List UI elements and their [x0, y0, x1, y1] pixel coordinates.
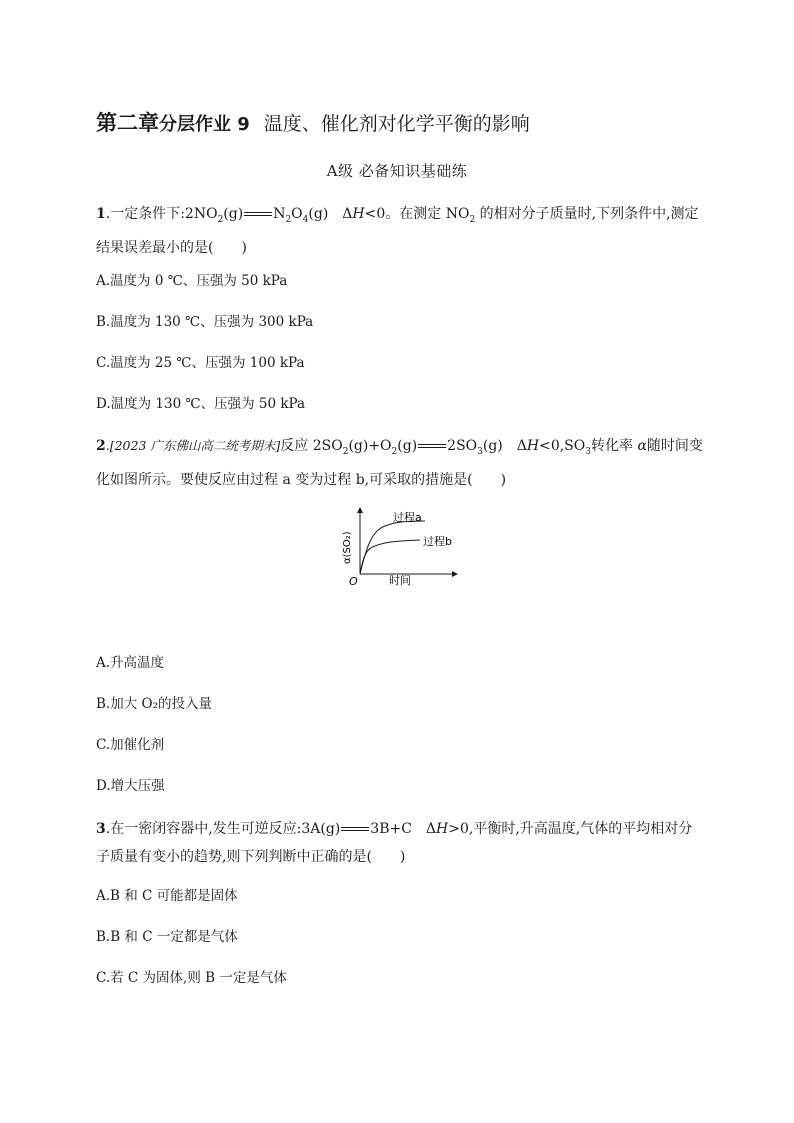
chapter-label: 第二章: [96, 111, 159, 135]
conversion-time-graph: [335, 504, 475, 594]
alpha-symbol: α: [637, 438, 647, 454]
origin-label: O: [349, 575, 358, 588]
question-text: 反应 2SO: [280, 438, 343, 454]
question-text: (g): [397, 438, 418, 454]
homework-label: 分层作业 9: [159, 114, 250, 135]
subscript: 2: [285, 214, 292, 225]
x-axis-label: 时间: [389, 574, 411, 587]
question-number: 3: [96, 821, 106, 837]
question-text: (g) Δ: [308, 206, 353, 222]
subscript: 2: [217, 214, 224, 225]
option-d[interactable]: D.增大压强: [96, 778, 165, 794]
option-c[interactable]: C.若 C 为固体,则 B 一定是气体: [96, 970, 287, 986]
question-text: (g)+O: [348, 438, 392, 454]
subscript: 3: [585, 446, 591, 457]
subscript: 4: [302, 214, 309, 225]
option-c[interactable]: C.温度为 25 ℃、压强为 100 kPa: [96, 355, 305, 371]
question-text: H: [352, 206, 365, 222]
question-text: O: [291, 206, 303, 222]
y-axis-label: α(SO₂): [342, 531, 353, 564]
option-a[interactable]: A.B 和 C 可能都是固体: [96, 888, 238, 904]
option-b[interactable]: B.温度为 130 ℃、压强为 300 kPa: [96, 314, 314, 330]
question-1: [96, 200, 706, 262]
option-a[interactable]: A.升高温度: [96, 655, 165, 671]
subscript: 2: [342, 446, 349, 457]
topic-label: 温度、催化剂对化学平衡的影响: [263, 113, 530, 135]
subscript: 2: [391, 446, 398, 457]
option-b[interactable]: B.加大 O₂的投入量: [96, 696, 212, 712]
question-text: 2SO: [447, 438, 478, 454]
question-text: 3B+C Δ: [370, 821, 437, 837]
question-text: >0,平衡时,升高温度,气体的平均相对分子质量有变小的趋势,则下列判断中正确的是( ): [96, 821, 693, 865]
label-process-a: 过程a: [393, 511, 422, 524]
question-number: 1: [96, 206, 106, 222]
question-text: <0。在测定 NO: [364, 206, 470, 222]
question-3: [96, 815, 706, 871]
label-process-b: 过程b: [423, 535, 452, 548]
option-b[interactable]: B.B 和 C 一定都是气体: [96, 929, 238, 945]
question-text: 的相对分子质量时,下列条件中,测定结果误差最小的是( ): [96, 206, 699, 256]
question-text: 转化率: [590, 438, 638, 454]
question-text: H: [436, 821, 449, 837]
question-text: <0,SO: [539, 438, 586, 454]
question-text: (g): [223, 206, 244, 222]
question-source: .[2023 广东佛山高二统考期末]: [105, 438, 281, 453]
question-text: N: [273, 206, 286, 222]
question-2: [96, 432, 706, 494]
curve-process-a: [360, 521, 425, 574]
option-d[interactable]: D.温度为 130 ℃、压强为 50 kPa: [96, 396, 306, 412]
question-text: (g) Δ: [482, 438, 527, 454]
equilibrium-arrow-icon: [417, 442, 447, 450]
question-text: 随时间变化如图所示。要使反应由过程 a 变为过程 b,可采取的措施是( ): [96, 438, 703, 488]
question-text: H: [526, 438, 540, 454]
question-number: 2: [96, 438, 106, 454]
subscript: 3: [477, 446, 483, 457]
option-a[interactable]: A.温度为 0 ℃、压强为 50 kPa: [96, 273, 288, 289]
question-text: .一定条件下:2NO: [105, 206, 218, 222]
equilibrium-arrow-icon: [243, 210, 273, 218]
subscript: 2: [469, 214, 476, 225]
question-text: .在一密闭容器中,发生可逆反应:3A(g): [105, 821, 341, 837]
level-heading: A级 必备知识基础练: [326, 162, 468, 180]
page-title: [96, 108, 530, 140]
equilibrium-arrow-icon: [340, 825, 370, 833]
option-c[interactable]: C.加催化剂: [96, 737, 165, 753]
